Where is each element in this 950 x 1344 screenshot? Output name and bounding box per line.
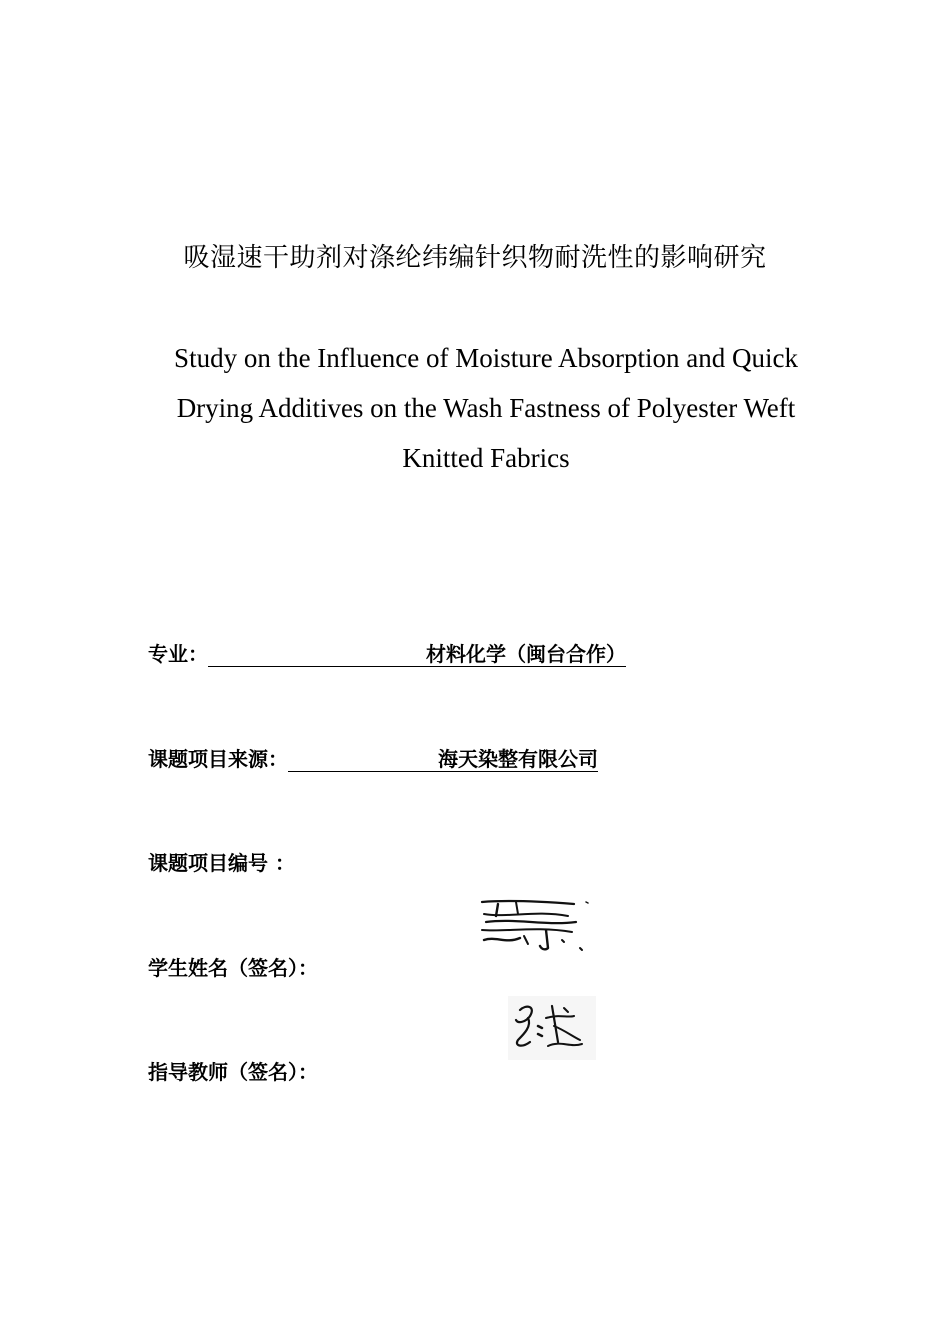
project-source-label: 课题项目来源： [148,747,288,771]
thesis-title-english: Study on the Influence of Moisture Absorption and Quick Drying Additives on the Wash Fastness of Polyester Weft Knitted Fabrics [174,343,798,473]
thesis-title-chinese: 吸湿速干助剂对涤纶纬编针织物耐洗性的影响研究 [183,243,767,273]
project-number-field [148,849,295,877]
student-name-label: 学生姓名（签名）： [148,956,318,980]
project-number-label: 课题项目编号 ： [148,851,295,875]
advisor-signature-image [508,996,596,1060]
student-name-field [148,954,318,982]
major-field [148,640,626,668]
student-signature-image [476,896,596,954]
advisor-name-label: 指导教师（签名）： [148,1060,318,1084]
project-source-value: 海天染整有限公司 [288,747,598,772]
advisor-name-field [148,1058,318,1086]
major-label: 专业： [148,642,208,666]
project-source-field [148,745,598,773]
major-value: 材料化学（闽台合作） [208,642,626,667]
